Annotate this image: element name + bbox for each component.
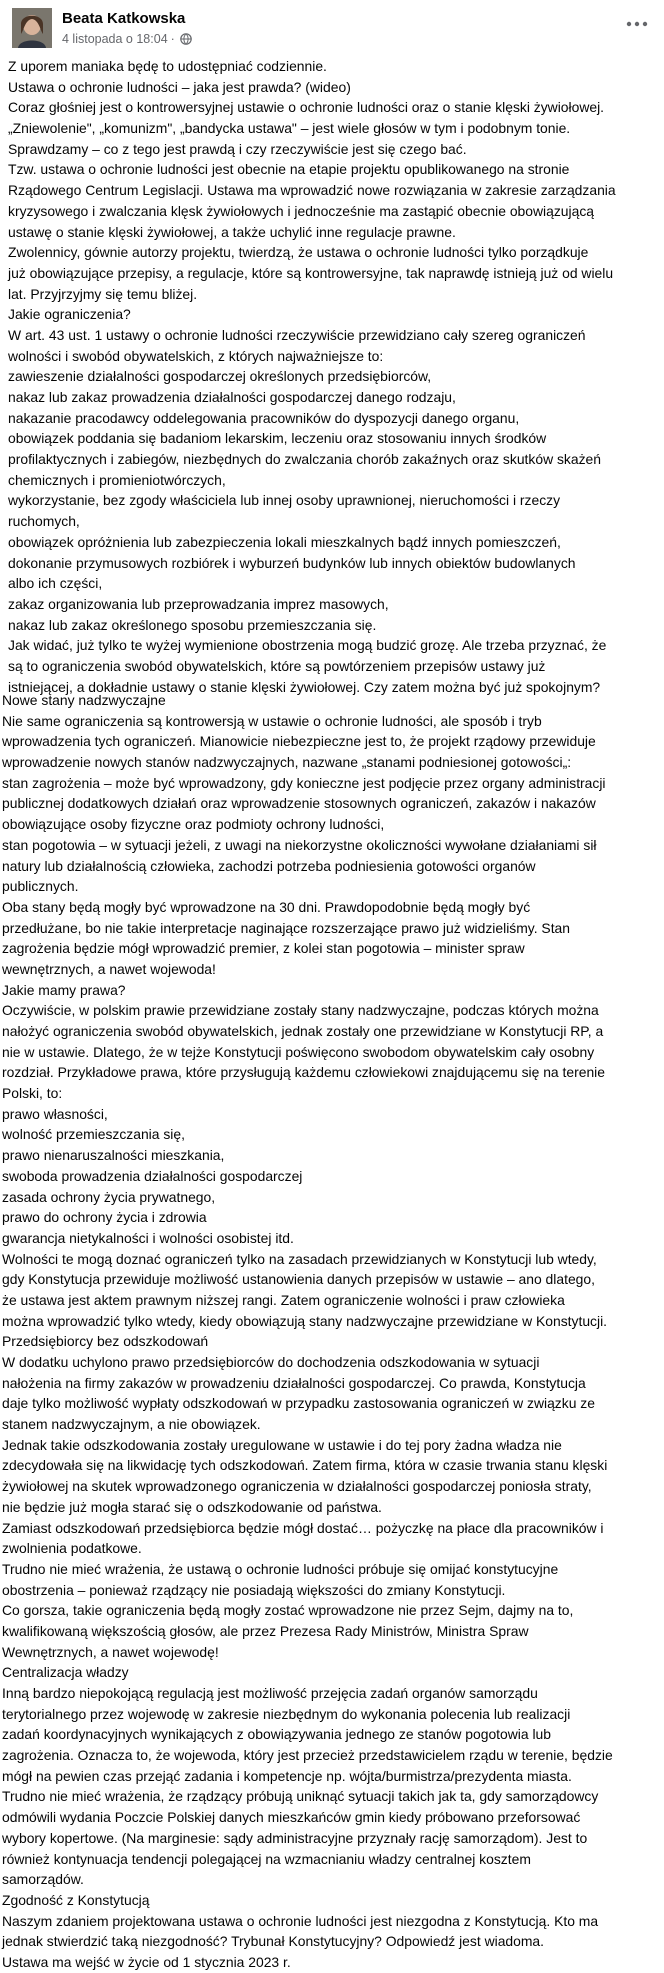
post-text-line: Co gorsza, takie ograniczenia będą mogły zostać wprowadzone nie przez Sejm, dajmy na to, xyxy=(2,1602,574,1619)
post-text-line: swoboda prowadzenia działalności gospodarczej xyxy=(2,1167,303,1184)
post-text-line: obostrzenia – ponieważ rządzący nie posiadają większości do zmiany Konstytucji. xyxy=(2,1581,506,1598)
author-avatar[interactable] xyxy=(12,8,52,48)
post-text-line: gdy Konstytucja przewiduje możliwość ustanowienia danych przepisów w ustawie – ano dlatego, xyxy=(2,1271,595,1288)
post-text-line: zawieszenie działalności gospodarczej określonych przedsiębiorców, xyxy=(8,368,432,385)
post-text-line: albo ich części, xyxy=(8,575,103,592)
post-body-part1 xyxy=(0,56,664,697)
post-text-line: już obowiązujące przepisy, a regulacje, które są kontrowersyjne, tak naprawdę istnieją już od wielu xyxy=(8,264,614,281)
post-text-line: terytorialnego przez wojewodę w zakresie niezbędnym do wykonania polecenia lub realizacji xyxy=(2,1705,571,1722)
post-text-line: stan pogotowia – w sytuacji jeżeli, z uwagi na niekorzystne okoliczności wywołane działaniami sił xyxy=(2,836,597,853)
post-text-line: Naszym zdaniem projektowana ustawa o ochronie ludności jest niezgodna z Konstytucją. Kto ma xyxy=(2,1912,599,1929)
post-text-line: Oczywiście, w polskim prawie przewidziane zostały stany nadzwyczajne, podczas których można xyxy=(2,1002,599,1019)
post-text-line: Z uporem maniaka będę to udostępniać codziennie. xyxy=(8,58,327,74)
post-text-line: wykorzystanie, bez zgody właściciela lub innej osoby uprawnionej, nieruchomości i rzeczy xyxy=(8,492,561,509)
post-text-line: zagrożenia. Oznacza to, że wojewoda, który jest przecież przedstawicielem rządu w terenie, będzie xyxy=(2,1747,613,1764)
post-text-line: nakaz lub zakaz określonego sposobu przemieszczania się. xyxy=(8,616,377,633)
post-text-line: Ustawa o ochronie ludności – jaka jest prawda? (wideo) xyxy=(8,78,351,95)
post-text-line: Polski, to: xyxy=(2,1085,63,1102)
post-text-line: są to ograniczenia swobód obywatelskich, które są powtórzeniem przepisów ustawy już xyxy=(8,657,546,674)
post-text-line: zdecydowała się na likwidację tych odszkodowań. Zatem firma, która w czasie trwania stanu klęski xyxy=(2,1457,608,1474)
post-text-line: daje tylko możliwość wypłaty odszkodowań w przypadku zastosowania ograniczeń w związku ze xyxy=(2,1395,595,1412)
post-text-line: lat. Przyjrzyjmy się temu bliżej. xyxy=(8,285,198,302)
post-text-line: mógł na pewien czas przejąć zadania i kompetencje np. wójta/burmistrza/prezydenta miasta. xyxy=(2,1767,572,1784)
post-text-line: wybory kopertowe. (Na marginesie: sądy administracyjne przyznały rację samorządom). Jest to xyxy=(2,1829,588,1846)
post-text-line: nakazanie pracodawcy oddelegowania pracowników do dyspozycji danego organu, xyxy=(8,409,520,426)
post-text-line: zakaz organizowania lub przeprowadzania imprez masowych, xyxy=(8,595,389,612)
post-text-line: kryzysowego i zwalczania klęsk żywiołowych i jednocześnie ma zastąpić obecnie obowiązującą xyxy=(8,202,594,219)
post-text-line: stanem nadzwyczajnym, a nie obowiązek. xyxy=(2,1416,261,1433)
post-text-line: wprowadzenia tych ograniczeń. Mianowicie niebezpieczne jest to, że projekt rządowy przewiduje xyxy=(2,733,596,750)
post-text-line: Nie same ograniczenia są kontrowersją w ustawie o ochronie ludności, ale sposób i tryb xyxy=(2,712,542,729)
post-text-line: „Zniewolenie", „komunizm", „bandycka ustawa" – jest wiele głosów w tym i podobnym tonie. xyxy=(8,120,571,137)
post-text-line: prawo własności, xyxy=(2,1105,108,1122)
post-text-line: Ustawa ma wejść w życie od 1 stycznia 2023 r. xyxy=(2,1953,291,1970)
post-text-line: że ustawa jest aktem prawnym niższej rangi. Zatem ograniczenie wolności i praw człowieka xyxy=(2,1291,565,1308)
post-text-line: Zamiast odszkodowań przedsiębiorca będzie mógł dostać… pożyczkę na płace dla pracowników i xyxy=(2,1519,604,1536)
post-text-line: istniejącej, a dokładnie ustawy o stanie klęski żywiołowej. Czy zatem można być już spokojnym? xyxy=(8,678,601,695)
post-text-line: wolności i swobód obywatelskich, z których najważniejsze to: xyxy=(8,347,384,364)
author-name[interactable]: Beata Katkowska xyxy=(62,10,186,27)
post-text-line: żywiołowej na skutek wprowadzonego ograniczenia w działalności gospodarczej poniosła straty, xyxy=(2,1478,592,1495)
post-text-line: Trudno nie mieć wrażenia, że ustawą o ochronie ludności próbuje się omijać konstytucyjne xyxy=(2,1560,559,1577)
post-text-line: samorządów. xyxy=(2,1871,84,1888)
post-text-line: Oba stany będą mogły być wprowadzone na 30 dni. Prawdopodobnie będą mogły być xyxy=(2,898,531,915)
post-text-line: obowiązek opróżnienia lub zabezpieczenia lokali mieszkalnych bądź innych pomieszczeń, xyxy=(8,533,561,550)
post-text-line: przedłużane, bo nie takie interpretacje naginające rozszerzające prawo już widzieliśmy. Stan xyxy=(2,919,571,936)
post-text-line: nie będzie już mogła starać się o odszkodowanie od państwa. xyxy=(2,1498,382,1515)
post-text-line: Centralizacja władzy xyxy=(2,1664,129,1681)
post-text-line: również kontynuacja tendencji polegającej na wzmacnianiu władzy centralnej kosztem xyxy=(2,1850,531,1867)
post-text-line: Jak widać, już tylko te wyżej wymienione obostrzenia mogą budzić grozę. Ale trzeba przyznać, że xyxy=(8,637,607,654)
post-text-line: Rządowego Centrum Legislacji. Ustawa ma wprowadzić nowe rozwiązania w zakresie zarządzania xyxy=(8,182,616,199)
post-text-line: Wewnętrznych, a nawet wojewodę! xyxy=(2,1643,219,1660)
post-text-line: Jakie mamy prawa? xyxy=(2,981,126,998)
post-text-line: Wolności te mogą doznać ograniczeń tylko na zasadach przewidzianych w Konstytucji lub wtedy, xyxy=(2,1250,597,1267)
post-text-line: publicznych. xyxy=(2,878,79,895)
post-text-line: Nowe stany nadzwyczajne xyxy=(2,692,166,708)
post-text-line: chemicznych i promieniotwórczych, xyxy=(8,471,226,488)
post-text-line: Coraz głośniej jest o kontrowersyjnej ustawie o ochronie ludności oraz o stanie klęski żywiołowej. xyxy=(8,99,605,116)
post-text-line: ruchomych, xyxy=(8,513,80,530)
post-text-line: Przedsiębiorcy bez odszkodowań xyxy=(2,1333,209,1350)
post-text-line: nałożenia na firmy zakazów w prowadzeniu działalności gospodarczej. Co prawda, Konstytucja xyxy=(2,1374,586,1391)
post-meta xyxy=(62,31,192,47)
avatar-photo xyxy=(12,8,52,48)
post-text-line: W dodatku uchylono prawo przedsiębiorców do dochodzenia odszkodowania w sytuacji xyxy=(2,1354,540,1370)
post-text-line: publicznej dodatkowych działań oraz wprowadzenie stosownych ograniczeń, zakazów i nakazów xyxy=(2,795,596,812)
post-text-line: Sprawdzamy – co z tego jest prawdą i czy rzeczywiście jest się czego bać. xyxy=(8,140,467,157)
post-text-line: ustawę o stanie klęski żywiołowej, a także uchylić inne regulacje prawne. xyxy=(8,223,456,240)
post-text-line: nakaz lub zakaz prowadzenia działalności gospodarczej danego rodzaju, xyxy=(8,389,456,405)
post-header xyxy=(0,0,664,58)
post-text-line: Inną bardzo niepokojącą regulacją jest możliwość przejęcia zadań organów samorządu xyxy=(2,1685,538,1701)
post-text-line: wolność przemieszczania się, xyxy=(2,1126,185,1143)
post-text-line: profilaktycznych i zabiegów, niezbędnych do zwalczania chorób zakaźnych oraz skutków skażeń xyxy=(8,451,601,468)
post-text-line: nałożyć ograniczenia swobód obywatelskich, jednak zostały one przewidziane w Konstytucji RP, a xyxy=(2,1023,604,1039)
post-text-line: gwarancja nietykalności i wolności osobistej itd. xyxy=(2,1229,294,1246)
post-text-line: wprowadzenie nowych stanów nadzwyczajnych, nazwane „stanami podniesionej gotowości„: xyxy=(2,754,572,771)
post-text-line: Tzw. ustawa o ochronie ludności jest obecnie na etapie projektu opublikowanego na stronie xyxy=(8,161,570,178)
post-text-line: kwalifikowaną większością głosów, ale przez Prezesa Rady Ministrów, Ministra Spraw xyxy=(2,1622,529,1639)
post-text-line: Zwolennicy, gównie autorzy projektu, twierdzą, że ustawa o ochronie ludności tylko porządkuje xyxy=(8,244,589,261)
post-text-line: obowiązek poddania się badaniom lekarskim, leczeniu oraz stosowaniu innych środków xyxy=(8,430,547,447)
post-text-line: Jakie ograniczenia? xyxy=(8,306,131,323)
post-text-line: W art. 43 ust. 1 ustawy o ochronie ludności rzeczywiście przewidziano cały szereg ograniczeń xyxy=(8,326,586,343)
post-text-line: stan zagrożenia – może być wprowadzony, gdy konieczne jest podjęcie przez organy administracji xyxy=(2,774,606,791)
post-text-line: odmówili wydania Poczcie Polskiej danych mieszkańców gmin kiedy próbowano przeforsować xyxy=(2,1809,581,1826)
post-text-line: prawo nienaruszalności mieszkania, xyxy=(2,1147,225,1164)
post-text-line: można wprowadzić tylko wtedy, kiedy obowiązują stany nadzwyczajne przewidziane w Konstytucji. xyxy=(2,1312,608,1329)
post-text-line: jednak stwierdzić taką niezgodność? Trybunał Konstytucyjny? Odpowiedź jest wiadoma. xyxy=(2,1933,545,1950)
post-timestamp[interactable]: 4 listopada o 18:04 xyxy=(62,32,168,46)
globe-icon xyxy=(180,33,192,45)
post-text-line: zwolnienia podatkowe. xyxy=(2,1540,142,1557)
post-text-line: wewnętrznych, a nawet wojewoda! xyxy=(2,960,216,977)
post-text-line: zadań koordynacyjnych wynikających z obowiązywania jednego ze stanów pogotowia lub xyxy=(2,1726,552,1743)
post-text-line: zasada ochrony życia prywatnego, xyxy=(2,1188,216,1205)
post-body-part2 xyxy=(0,690,664,1973)
more-options-icon[interactable] xyxy=(622,14,652,34)
post-text-line: zagrożenia będzie mógł wprowadzić premier, z kolei stan pogotowia – minister spraw xyxy=(2,940,525,957)
post-text-line: dokonanie przymusowych rozbiórek i wyburzeń budynków lub innych obiektów budowlanych xyxy=(8,554,576,571)
post-text-line: natury lub działalnością człowieka, zachodzi potrzeba podniesienia gotowości organów xyxy=(2,857,536,874)
post-text-line: Trudno nie mieć wrażenia, że rządzący próbują uniknąć sytuacji takich jak ta, gdy samorządowcy xyxy=(2,1788,599,1805)
post-text-line: obowiązujące osoby fizyczne oraz podmioty ochrony ludności, xyxy=(2,816,385,833)
post-text-line: rozdział. Przykładowe prawa, które przysługują każdemu człowiekowi znajdującemu się na terenie xyxy=(2,1064,605,1081)
meta-separator: · xyxy=(170,32,175,46)
post-text-line: Jednak takie odszkodowania zostały uregulowane w ustawie i do tej pory żadna władza nie xyxy=(2,1436,562,1453)
post-text-line: prawo do ochrony życia i zdrowia xyxy=(2,1209,207,1226)
post-text-line: Zgodność z Konstytucją xyxy=(2,1891,150,1908)
post-text-line: nie w ustawie. Dlatego, że w tejże Konstytucji poświęcono swobodom obywatelskim cały osobny xyxy=(2,1043,595,1060)
